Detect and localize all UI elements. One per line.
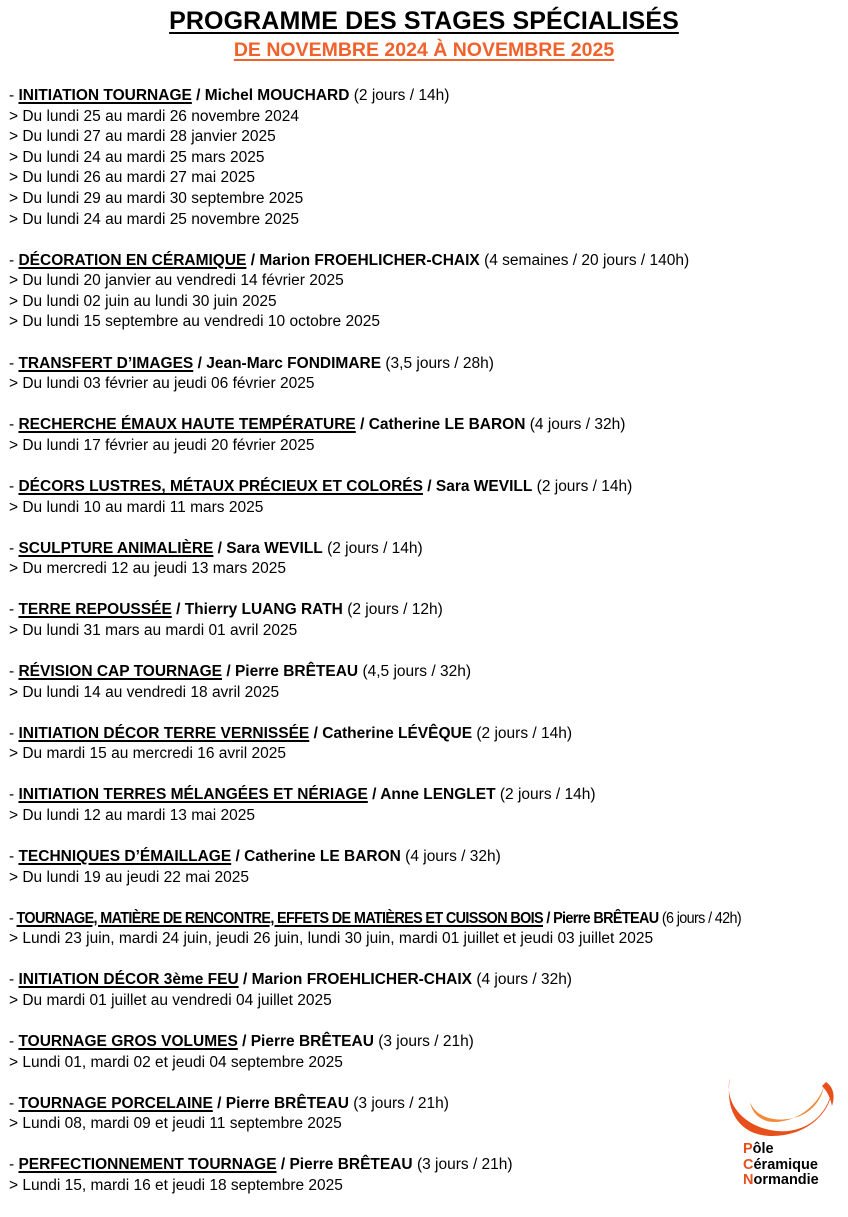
stage-date: > Lundi 15, mardi 16 et jeudi 18 septembre 2025 xyxy=(9,1177,343,1195)
stage-date: > Du lundi 20 janvier au vendredi 14 février 2025 xyxy=(9,272,344,290)
stage-heading: - TRANSFERT D’IMAGES / Jean-Marc FONDIMARE (3,5 jours / 28h) xyxy=(9,354,494,372)
stage-teacher: Marion FROEHLICHER-CHAIX xyxy=(259,251,480,269)
stage-name: TOURNAGE, MATIÈRE DE RENCONTRE, EFFETS DE MATIÈRES ET CUISSON BOIS xyxy=(16,909,543,927)
stage-entry xyxy=(9,477,839,518)
stage-teacher: Pierre BRÊTEAU xyxy=(234,662,359,680)
stage-entry xyxy=(9,600,839,641)
stage-teacher: Anne LENGLET xyxy=(380,786,496,804)
stage-list xyxy=(9,86,839,1217)
stage-date: > Du lundi 24 au mardi 25 novembre 2025 xyxy=(9,210,299,228)
stage-name: INITIATION DÉCOR 3ème FEU xyxy=(18,971,239,989)
stage-entry xyxy=(9,909,839,950)
stage-teacher: Sara WEVILL xyxy=(435,477,533,495)
stage-duration: (4,5 jours / 32h) xyxy=(362,662,471,680)
stage-teacher: Catherine LE BARON xyxy=(244,848,401,866)
stage-duration: (2 jours / 14h) xyxy=(476,724,573,742)
stage-entry xyxy=(9,1155,839,1196)
stage-entry xyxy=(9,1094,839,1135)
page-header xyxy=(0,0,848,62)
stage-heading: - TOURNAGE PORCELAINE / Pierre BRÊTEAU (3 jours / 21h) xyxy=(9,1094,449,1112)
stage-duration: (3 jours / 21h) xyxy=(353,1094,449,1112)
stage-entry xyxy=(9,86,839,230)
stage-heading: - INITIATION DÉCOR 3ème FEU / Marion FROEHLICHER-CHAIX (4 jours / 32h) xyxy=(9,971,572,989)
stage-date: > Du lundi 03 février au jeudi 06 février 2025 xyxy=(9,375,315,393)
stage-heading: - INITIATION DÉCOR TERRE VERNISSÉE / Catherine LÉVÊQUE (2 jours / 14h) xyxy=(9,724,573,742)
stage-date: > Du lundi 27 au mardi 28 janvier 2025 xyxy=(9,128,276,146)
stage-duration: (3 jours / 21h) xyxy=(378,1033,474,1051)
stage-entry xyxy=(9,354,839,395)
stage-teacher: Michel MOUCHARD xyxy=(204,87,350,104)
stage-heading: - INITIATION TERRES MÉLANGÉES ET NÉRIAGE / Anne LENGLET (2 jours / 14h) xyxy=(9,786,596,804)
logo-text xyxy=(743,1142,819,1189)
stage-duration: (3,5 jours / 28h) xyxy=(385,354,494,372)
stage-name: RÉVISION CAP TOURNAGE xyxy=(18,662,223,680)
stage-heading: - TECHNIQUES D’ÉMAILLAGE / Catherine LE BARON (4 jours / 32h) xyxy=(9,848,501,866)
stage-name: INITIATION DÉCOR TERRE VERNISSÉE xyxy=(18,724,310,742)
stage-date: > Du lundi 31 mars au mardi 01 avril 2025 xyxy=(9,621,298,639)
stage-duration: (3 jours / 21h) xyxy=(416,1156,513,1174)
stage-entry xyxy=(9,785,839,826)
stage-duration: (6 jours / 42h) xyxy=(661,909,742,927)
stage-entry xyxy=(9,847,839,888)
stage-duration: (4 jours / 32h) xyxy=(529,416,626,434)
logo-line-normandie xyxy=(743,1173,819,1189)
stage-name: TOURNAGE PORCELAINE xyxy=(18,1094,213,1112)
stage-name: RECHERCHE ÉMAUX HAUTE TEMPÉRATURE xyxy=(18,416,356,434)
stage-name: TRANSFERT D’IMAGES xyxy=(18,354,194,372)
stage-date: > Du lundi 24 au mardi 25 mars 2025 xyxy=(9,148,265,166)
pole-ceramique-logo xyxy=(722,1072,840,1197)
stage-date: > Du lundi 25 au mardi 26 novembre 2024 xyxy=(9,107,299,125)
stage-teacher: Pierre BRÊTEAU xyxy=(225,1094,349,1112)
stage-heading: - DÉCORATION EN CÉRAMIQUE / Marion FROEHLICHER-CHAIX (4 semaines / 20 jours / 140h) xyxy=(9,251,690,269)
stage-name: SCULPTURE ANIMALIÈRE xyxy=(18,539,214,557)
stage-duration: (4 jours / 32h) xyxy=(405,848,501,866)
stage-name: INITIATION TERRES MÉLANGÉES ET NÉRIAGE xyxy=(18,786,368,804)
stage-duration: (2 jours / 14h) xyxy=(353,87,450,104)
stage-name: TOURNAGE GROS VOLUMES xyxy=(18,1033,238,1051)
stage-duration: (4 jours / 32h) xyxy=(476,971,572,989)
stage-duration: (2 jours / 12h) xyxy=(347,601,443,619)
stage-heading: - RECHERCHE ÉMAUX HAUTE TEMPÉRATURE / Catherine LE BARON (4 jours / 32h) xyxy=(9,416,626,434)
stage-teacher: Thierry LUANG RATH xyxy=(184,601,343,619)
stage-name: DÉCORATION EN CÉRAMIQUE xyxy=(18,251,247,269)
logo-line-pole xyxy=(743,1142,819,1158)
logo-initial: N xyxy=(743,1172,754,1188)
stage-name: TECHNIQUES D’ÉMAILLAGE xyxy=(18,848,232,866)
stage-duration: (2 jours / 14h) xyxy=(499,786,596,804)
stage-entry xyxy=(9,724,839,765)
stage-teacher: Pierre BRÊTEAU xyxy=(289,1156,413,1174)
stage-date: > Du lundi 26 au mardi 27 mai 2025 xyxy=(9,169,256,187)
stage-entry xyxy=(9,251,839,333)
stage-entry xyxy=(9,662,839,703)
stage-name: PERFECTIONNEMENT TOURNAGE xyxy=(18,1156,277,1174)
stage-date: > Du lundi 12 au mardi 13 mai 2025 xyxy=(9,806,256,824)
stage-duration: (2 jours / 14h) xyxy=(536,477,633,495)
logo-rest: ormandie xyxy=(753,1172,819,1188)
stage-date: > Lundi 01, mardi 02 et jeudi 04 septembre 2025 xyxy=(9,1053,343,1071)
stage-teacher: Pierre BRÊTEAU xyxy=(553,909,659,927)
stage-heading: - PERFECTIONNEMENT TOURNAGE / Pierre BRÊTEAU (3 jours / 21h) xyxy=(9,1156,513,1174)
stage-duration: (4 semaines / 20 jours / 140h) xyxy=(484,251,690,269)
stage-heading: - RÉVISION CAP TOURNAGE / Pierre BRÊTEAU (4,5 jours / 32h) xyxy=(9,662,471,680)
stage-date: > Du lundi 19 au jeudi 22 mai 2025 xyxy=(9,868,249,886)
stage-date: > Du lundi 29 au mardi 30 septembre 2025 xyxy=(9,189,304,207)
stage-entry xyxy=(9,539,839,580)
stage-date: > Du mercredi 12 au jeudi 13 mars 2025 xyxy=(9,560,287,578)
stage-date: > Du lundi 10 au mardi 11 mars 2025 xyxy=(9,498,264,516)
stage-teacher: Marion FROEHLICHER-CHAIX xyxy=(251,971,473,989)
stage-teacher: Pierre BRÊTEAU xyxy=(250,1033,374,1051)
stage-heading: - TOURNAGE, MATIÈRE DE RENCONTRE, EFFETS DE MATIÈRES ET CUISSON BOIS / Pierre BRÊTEAU (6 jours / 42h) xyxy=(9,909,742,927)
logo-line-ceramique xyxy=(743,1158,819,1174)
stage-date: > Lundi 23 juin, mardi 24 juin, jeudi 26 juin, lundi 30 juin, mardi 01 juillet et jeudi 03 juillet 2025 xyxy=(9,930,654,948)
stage-teacher: Jean-Marc FONDIMARE xyxy=(206,354,382,372)
stage-heading: - DÉCORS LUSTRES, MÉTAUX PRÉCIEUX ET COLORÉS / Sara WEVILL (2 jours / 14h) xyxy=(9,477,633,495)
stage-date: > Du mardi 01 juillet au vendredi 04 juillet 2025 xyxy=(9,992,332,1009)
page-title: PROGRAMME DES STAGES SPÉCIALISÉS xyxy=(169,7,679,35)
stage-teacher: Sara WEVILL xyxy=(226,539,323,557)
stage-entry xyxy=(9,970,839,1011)
stage-name: TERRE REPOUSSÉE xyxy=(18,601,172,619)
stage-date: > Du lundi 17 février au jeudi 20 février 2025 xyxy=(9,436,315,454)
stage-date: > Lundi 08, mardi 09 et jeudi 11 septembre 2025 xyxy=(9,1115,342,1133)
stage-date: > Du lundi 14 au vendredi 18 avril 2025 xyxy=(9,683,280,701)
stage-heading: - SCULPTURE ANIMALIÈRE / Sara WEVILL (2 jours / 14h) xyxy=(9,539,423,557)
stage-heading: - TERRE REPOUSSÉE / Thierry LUANG RATH (2 jours / 12h) xyxy=(9,601,443,619)
stage-heading: - INITIATION TOURNAGE / Michel MOUCHARD (2 jours / 14h) xyxy=(9,87,450,104)
stage-name: INITIATION TOURNAGE xyxy=(18,87,192,104)
page-subtitle: DE NOVEMBRE 2024 À NOVEMBRE 2025 xyxy=(233,39,615,61)
logo-initial: P xyxy=(743,1141,753,1157)
stage-teacher: Catherine LÉVÊQUE xyxy=(322,724,473,742)
logo-initial: C xyxy=(743,1156,754,1173)
brush-swirl-icon xyxy=(722,1072,840,1144)
logo-rest: ôle xyxy=(752,1141,774,1157)
stage-heading: - TOURNAGE GROS VOLUMES / Pierre BRÊTEAU (3 jours / 21h) xyxy=(9,1033,474,1051)
logo-rest: éramique xyxy=(753,1156,818,1173)
stage-date: > Du mardi 15 au mercredi 16 avril 2025 xyxy=(9,745,286,763)
stage-date: > Du lundi 02 juin au lundi 30 juin 2025 xyxy=(9,292,277,310)
stage-duration: (2 jours / 14h) xyxy=(327,539,423,557)
stage-entry xyxy=(9,1032,839,1073)
stage-teacher: Catherine LE BARON xyxy=(368,416,526,434)
stage-name: DÉCORS LUSTRES, MÉTAUX PRÉCIEUX ET COLORÉS xyxy=(18,477,423,495)
stage-date: > Du lundi 15 septembre au vendredi 10 octobre 2025 xyxy=(9,313,380,331)
stage-entry xyxy=(9,415,839,456)
